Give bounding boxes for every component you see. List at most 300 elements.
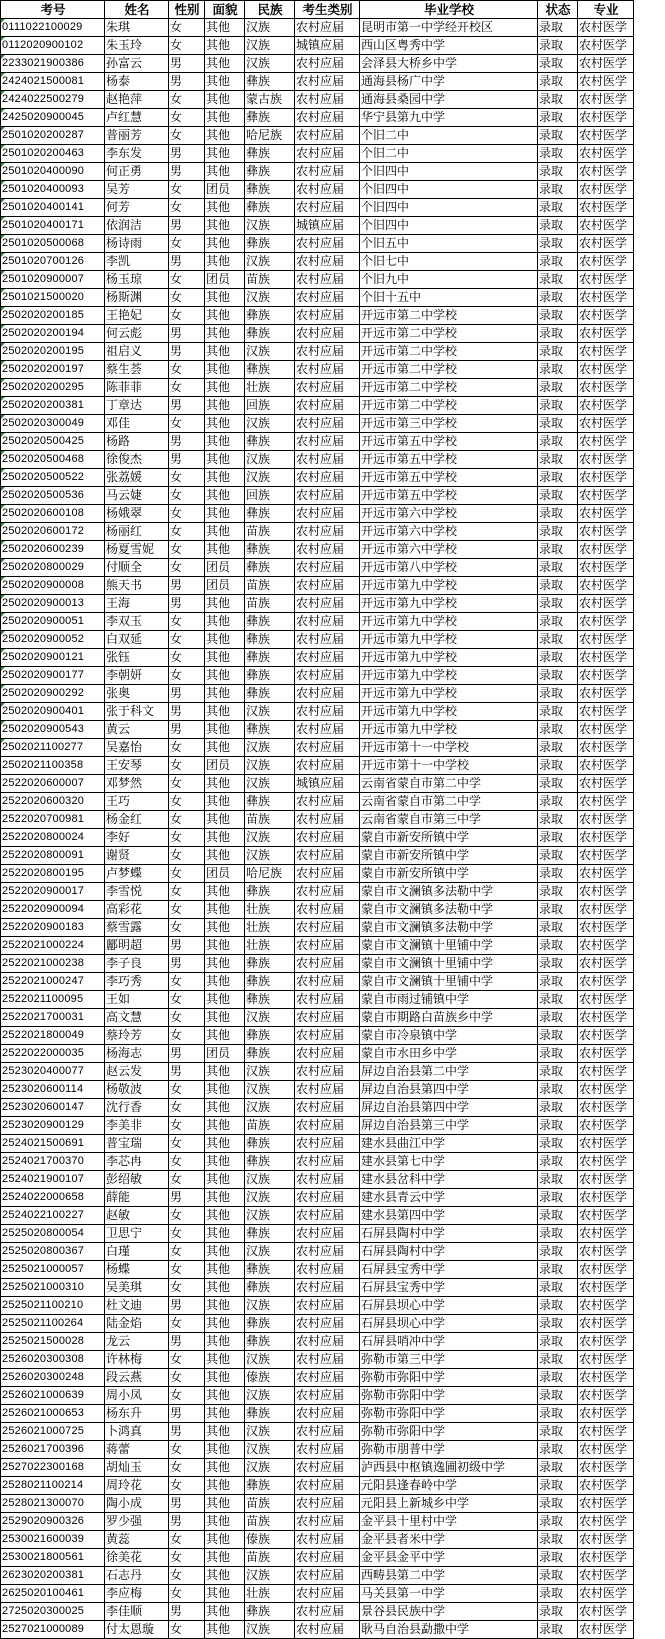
school-cell: 开远市第五中学校: [360, 487, 538, 505]
status-cell: 录取: [538, 145, 578, 163]
name-cell: 何正勇: [105, 163, 169, 181]
header-political-status: 面貌: [205, 1, 245, 19]
category-cell: 农村应届: [295, 901, 360, 919]
category-cell: 农村应届: [295, 1207, 360, 1225]
ethnicity-cell: 汉族: [245, 415, 295, 433]
school-cell: 元阳县上新城乡中学: [360, 1495, 538, 1513]
status-cell: 录取: [538, 199, 578, 217]
status-cell: 录取: [538, 1603, 578, 1621]
political-status-cell: 其他: [205, 1261, 245, 1279]
gender-cell: 女: [169, 505, 205, 523]
gender-cell: 男: [169, 451, 205, 469]
status-cell: 录取: [538, 721, 578, 739]
gender-cell: 女: [169, 1225, 205, 1243]
school-cell: 开远市第九中学校: [360, 703, 538, 721]
exam-number-cell: 2502020600108: [1, 505, 105, 523]
gender-cell: 女: [169, 37, 205, 55]
political-status-cell: 其他: [205, 811, 245, 829]
school-cell: 开远市第二中学校: [360, 343, 538, 361]
name-cell: 赵云发: [105, 1063, 169, 1081]
major-cell: 农村医学: [578, 1279, 634, 1297]
status-cell: 录取: [538, 1333, 578, 1351]
name-cell: 卫思宁: [105, 1225, 169, 1243]
gender-cell: 女: [169, 289, 205, 307]
status-cell: 录取: [538, 1387, 578, 1405]
exam-number-cell: 2501020200463: [1, 145, 105, 163]
status-cell: 录取: [538, 1477, 578, 1495]
table-row: [1, 73, 634, 91]
school-cell: 蒙自市文澜镇多法勒中学: [360, 919, 538, 937]
exam-number-cell: 2526021000725: [1, 1423, 105, 1441]
gender-cell: 女: [169, 829, 205, 847]
name-cell: 孙富云: [105, 55, 169, 73]
name-cell: 邓梦然: [105, 775, 169, 793]
exam-number-cell: 2527022300168: [1, 1459, 105, 1477]
exam-number-cell: 2526020300248: [1, 1369, 105, 1387]
major-cell: 农村医学: [578, 1405, 634, 1423]
name-cell: 蒋蕾: [105, 1441, 169, 1459]
exam-number-cell: 2523020900129: [1, 1117, 105, 1135]
status-cell: 录取: [538, 1045, 578, 1063]
status-cell: 录取: [538, 1531, 578, 1549]
status-cell: 录取: [538, 307, 578, 325]
school-cell: 开远市第十一中学校: [360, 757, 538, 775]
major-cell: 农村医学: [578, 901, 634, 919]
exam-number-cell: 2523020600147: [1, 1099, 105, 1117]
political-status-cell: 其他: [205, 1585, 245, 1603]
school-cell: 开远市第二中学校: [360, 361, 538, 379]
ethnicity-cell: 汉族: [245, 1441, 295, 1459]
table-row: [1, 1531, 634, 1549]
ethnicity-cell: 彝族: [245, 1261, 295, 1279]
name-cell: 王如: [105, 991, 169, 1009]
gender-cell: 女: [169, 235, 205, 253]
ethnicity-cell: 彝族: [245, 1045, 295, 1063]
ethnicity-cell: 汉族: [245, 253, 295, 271]
political-status-cell: 其他: [205, 91, 245, 109]
status-cell: 录取: [538, 883, 578, 901]
ethnicity-cell: 汉族: [245, 451, 295, 469]
major-cell: 农村医学: [578, 1351, 634, 1369]
status-cell: 录取: [538, 1189, 578, 1207]
major-cell: 农村医学: [578, 1117, 634, 1135]
name-cell: 张荔媛: [105, 469, 169, 487]
status-cell: 录取: [538, 505, 578, 523]
table-row: [1, 721, 634, 739]
status-cell: 录取: [538, 397, 578, 415]
category-cell: 农村应届: [295, 145, 360, 163]
gender-cell: 女: [169, 1531, 205, 1549]
major-cell: 农村医学: [578, 487, 634, 505]
category-cell: 农村应届: [295, 703, 360, 721]
exam-number-cell: 2502020900052: [1, 631, 105, 649]
name-cell: 祖启义: [105, 343, 169, 361]
major-cell: 农村医学: [578, 433, 634, 451]
category-cell: 农村应届: [295, 1315, 360, 1333]
gender-cell: 女: [169, 919, 205, 937]
political-status-cell: 其他: [205, 1063, 245, 1081]
major-cell: 农村医学: [578, 1477, 634, 1495]
table-row: [1, 775, 634, 793]
status-cell: 录取: [538, 1117, 578, 1135]
category-cell: 城镇应届: [295, 37, 360, 55]
gender-cell: 男: [169, 1063, 205, 1081]
name-cell: 杨金红: [105, 811, 169, 829]
exam-number-cell: 2522020900017: [1, 883, 105, 901]
status-cell: 录取: [538, 631, 578, 649]
category-cell: 农村应届: [295, 739, 360, 757]
school-cell: 建水县第七中学: [360, 1153, 538, 1171]
exam-number-cell: 2522020600320: [1, 793, 105, 811]
ethnicity-cell: 彝族: [245, 631, 295, 649]
gender-cell: 女: [169, 1459, 205, 1477]
exam-number-cell: 2501020700126: [1, 253, 105, 271]
major-cell: 农村医学: [578, 1297, 634, 1315]
school-cell: 开远市第九中学校: [360, 721, 538, 739]
gender-cell: 女: [169, 1099, 205, 1117]
table-row: [1, 1315, 634, 1333]
exam-number-cell: 2502020900543: [1, 721, 105, 739]
category-cell: 农村应届: [295, 109, 360, 127]
political-status-cell: 其他: [205, 73, 245, 91]
category-cell: 农村应届: [295, 1531, 360, 1549]
exam-number-cell: 2501020500068: [1, 235, 105, 253]
category-cell: 农村应届: [295, 991, 360, 1009]
gender-cell: 女: [169, 757, 205, 775]
category-cell: 农村应届: [295, 1063, 360, 1081]
ethnicity-cell: 苗族: [245, 811, 295, 829]
major-cell: 农村医学: [578, 811, 634, 829]
gender-cell: 女: [169, 1261, 205, 1279]
exam-number-cell: 2524021900107: [1, 1171, 105, 1189]
exam-number-cell: 2522020700981: [1, 811, 105, 829]
ethnicity-cell: 彝族: [245, 649, 295, 667]
category-cell: 农村应届: [295, 1369, 360, 1387]
major-cell: 农村医学: [578, 847, 634, 865]
school-cell: 蒙自市冷泉镇中学: [360, 1027, 538, 1045]
gender-cell: 男: [169, 703, 205, 721]
category-cell: 农村应届: [295, 667, 360, 685]
table-row: [1, 1207, 634, 1225]
table-row: [1, 811, 634, 829]
category-cell: 农村应届: [295, 361, 360, 379]
ethnicity-cell: 彝族: [245, 109, 295, 127]
major-cell: 农村医学: [578, 1135, 634, 1153]
category-cell: 农村应届: [295, 1243, 360, 1261]
ethnicity-cell: 汉族: [245, 1459, 295, 1477]
major-cell: 农村医学: [578, 1045, 634, 1063]
gender-cell: 女: [169, 613, 205, 631]
category-cell: 农村应届: [295, 937, 360, 955]
status-cell: 录取: [538, 1549, 578, 1567]
political-status-cell: 其他: [205, 1531, 245, 1549]
exam-number-cell: 2528021100214: [1, 1477, 105, 1495]
gender-cell: 女: [169, 361, 205, 379]
major-cell: 农村医学: [578, 1189, 634, 1207]
exam-number-cell: 2522020800195: [1, 865, 105, 883]
table-row: [1, 1243, 634, 1261]
school-cell: 开远市第二中学校: [360, 325, 538, 343]
school-cell: 金平县十里村中学: [360, 1513, 538, 1531]
ethnicity-cell: 汉族: [245, 1189, 295, 1207]
exam-number-cell: 2502020200381: [1, 397, 105, 415]
gender-cell: 女: [169, 865, 205, 883]
exam-number-cell: 2525021100210: [1, 1297, 105, 1315]
exam-number-cell: 2526021700396: [1, 1441, 105, 1459]
political-status-cell: 其他: [205, 955, 245, 973]
ethnicity-cell: 蒙古族: [245, 91, 295, 109]
ethnicity-cell: 汉族: [245, 55, 295, 73]
ethnicity-cell: 彝族: [245, 235, 295, 253]
school-cell: 泸西县中枢镇逸圃初级中学: [360, 1459, 538, 1477]
political-status-cell: 其他: [205, 1135, 245, 1153]
political-status-cell: 其他: [205, 19, 245, 37]
political-status-cell: 其他: [205, 937, 245, 955]
header-ethnicity: 民族: [245, 1, 295, 19]
status-cell: 录取: [538, 55, 578, 73]
exam-number-cell: 2522020600007: [1, 775, 105, 793]
political-status-cell: 其他: [205, 1207, 245, 1225]
name-cell: 何云彪: [105, 325, 169, 343]
status-cell: 录取: [538, 1441, 578, 1459]
political-status-cell: 其他: [205, 1333, 245, 1351]
major-cell: 农村医学: [578, 1099, 634, 1117]
header-name: 姓名: [105, 1, 169, 19]
school-cell: 元阳县逢春岭中学: [360, 1477, 538, 1495]
category-cell: 农村应届: [295, 865, 360, 883]
name-cell: 杨路: [105, 433, 169, 451]
political-status-cell: 其他: [205, 1027, 245, 1045]
major-cell: 农村医学: [578, 919, 634, 937]
political-status-cell: 其他: [205, 55, 245, 73]
category-cell: 农村应届: [295, 523, 360, 541]
name-cell: 卜鸿真: [105, 1423, 169, 1441]
name-cell: 罗少强: [105, 1513, 169, 1531]
table-row: [1, 181, 634, 199]
political-status-cell: 团员: [205, 757, 245, 775]
name-cell: 李雪悦: [105, 883, 169, 901]
gender-cell: 男: [169, 163, 205, 181]
exam-number-cell: 2528021300070: [1, 1495, 105, 1513]
ethnicity-cell: 壮族: [245, 1585, 295, 1603]
school-cell: 弥勒市朋普中学: [360, 1441, 538, 1459]
school-cell: 马关县第一中学: [360, 1585, 538, 1603]
school-cell: 蒙自市文澜镇多法勒中学: [360, 883, 538, 901]
ethnicity-cell: 彝族: [245, 793, 295, 811]
political-status-cell: 其他: [205, 379, 245, 397]
political-status-cell: 团员: [205, 577, 245, 595]
ethnicity-cell: 彝族: [245, 505, 295, 523]
table-row: [1, 847, 634, 865]
political-status-cell: 其他: [205, 397, 245, 415]
name-cell: 卢梦蝶: [105, 865, 169, 883]
category-cell: 农村应届: [295, 469, 360, 487]
school-cell: 开远市第五中学校: [360, 451, 538, 469]
gender-cell: 男: [169, 955, 205, 973]
status-cell: 录取: [538, 1315, 578, 1333]
ethnicity-cell: 傣族: [245, 1531, 295, 1549]
gender-cell: 女: [169, 973, 205, 991]
category-cell: 农村应届: [295, 1189, 360, 1207]
ethnicity-cell: 彝族: [245, 325, 295, 343]
name-cell: 彭绍敏: [105, 1171, 169, 1189]
status-cell: 录取: [538, 37, 578, 55]
status-cell: 录取: [538, 901, 578, 919]
name-cell: 李东发: [105, 145, 169, 163]
status-cell: 录取: [538, 289, 578, 307]
table-row: [1, 883, 634, 901]
table-row: [1, 829, 634, 847]
status-cell: 录取: [538, 163, 578, 181]
table-row: [1, 397, 634, 415]
political-status-cell: 团员: [205, 865, 245, 883]
ethnicity-cell: 彝族: [245, 1027, 295, 1045]
political-status-cell: 其他: [205, 523, 245, 541]
category-cell: 农村应届: [295, 793, 360, 811]
exam-number-cell: 2522020900183: [1, 919, 105, 937]
table-row: [1, 487, 634, 505]
political-status-cell: 其他: [205, 1369, 245, 1387]
status-cell: 录取: [538, 1261, 578, 1279]
name-cell: 李凯: [105, 253, 169, 271]
exam-number-cell: 2502021100277: [1, 739, 105, 757]
status-cell: 录取: [538, 235, 578, 253]
major-cell: 农村医学: [578, 55, 634, 73]
gender-cell: 女: [169, 1153, 205, 1171]
school-cell: 个旧四中: [360, 217, 538, 235]
school-cell: 云南省蒙自市第二中学: [360, 775, 538, 793]
gender-cell: 男: [169, 721, 205, 739]
status-cell: 录取: [538, 253, 578, 271]
name-cell: 段云燕: [105, 1369, 169, 1387]
major-cell: 农村医学: [578, 649, 634, 667]
major-cell: 农村医学: [578, 181, 634, 199]
name-cell: 王安琴: [105, 757, 169, 775]
ethnicity-cell: 汉族: [245, 37, 295, 55]
school-cell: 开远市第十一中学校: [360, 739, 538, 757]
name-cell: 付太恩璇: [105, 1621, 169, 1639]
status-cell: 录取: [538, 1621, 578, 1639]
status-cell: 录取: [538, 487, 578, 505]
name-cell: 依润洁: [105, 217, 169, 235]
political-status-cell: 其他: [205, 901, 245, 919]
category-cell: 农村应届: [295, 1549, 360, 1567]
gender-cell: 女: [169, 1081, 205, 1099]
status-cell: 录取: [538, 685, 578, 703]
ethnicity-cell: 汉族: [245, 19, 295, 37]
status-cell: 录取: [538, 793, 578, 811]
category-cell: 农村应届: [295, 307, 360, 325]
name-cell: 杨蝶: [105, 1261, 169, 1279]
gender-cell: 女: [169, 541, 205, 559]
ethnicity-cell: 汉族: [245, 1567, 295, 1585]
ethnicity-cell: 彝族: [245, 433, 295, 451]
name-cell: 杨玉琼: [105, 271, 169, 289]
political-status-cell: 其他: [205, 1153, 245, 1171]
school-cell: 蒙自市文澜镇十里铺中学: [360, 973, 538, 991]
ethnicity-cell: 汉族: [245, 703, 295, 721]
political-status-cell: 其他: [205, 595, 245, 613]
gender-cell: 男: [169, 685, 205, 703]
name-cell: 白双延: [105, 631, 169, 649]
political-status-cell: 其他: [205, 109, 245, 127]
name-cell: 杨斯渊: [105, 289, 169, 307]
school-cell: 开远市第九中学校: [360, 667, 538, 685]
name-cell: 陶小成: [105, 1495, 169, 1513]
table-row: [1, 1171, 634, 1189]
name-cell: 李应梅: [105, 1585, 169, 1603]
major-cell: 农村医学: [578, 37, 634, 55]
major-cell: 农村医学: [578, 145, 634, 163]
category-cell: 农村应届: [295, 253, 360, 271]
ethnicity-cell: 苗族: [245, 1513, 295, 1531]
school-cell: 开远市第九中学校: [360, 613, 538, 631]
gender-cell: 女: [169, 991, 205, 1009]
gender-cell: 男: [169, 1297, 205, 1315]
gender-cell: 女: [169, 1369, 205, 1387]
name-cell: 胡灿玉: [105, 1459, 169, 1477]
table-row: [1, 163, 634, 181]
exam-number-cell: 2502020500536: [1, 487, 105, 505]
political-status-cell: 其他: [205, 721, 245, 739]
gender-cell: 男: [169, 1045, 205, 1063]
table-row: [1, 1387, 634, 1405]
table-row: [1, 127, 634, 145]
name-cell: 张钰: [105, 649, 169, 667]
gender-cell: 女: [169, 379, 205, 397]
exam-number-cell: 2502020900013: [1, 595, 105, 613]
status-cell: 录取: [538, 541, 578, 559]
status-cell: 录取: [538, 1279, 578, 1297]
table-row: [1, 559, 634, 577]
major-cell: 农村医学: [578, 631, 634, 649]
gender-cell: 女: [169, 469, 205, 487]
table-row: [1, 55, 634, 73]
table-row: [1, 19, 634, 37]
ethnicity-cell: 汉族: [245, 1621, 295, 1639]
political-status-cell: 其他: [205, 361, 245, 379]
school-cell: 弥勒市弥阳中学: [360, 1405, 538, 1423]
major-cell: 农村医学: [578, 613, 634, 631]
name-cell: 张于科文: [105, 703, 169, 721]
exam-number-cell: 2525020800054: [1, 1225, 105, 1243]
table-row: [1, 865, 634, 883]
exam-number-cell: 2502020900051: [1, 613, 105, 631]
category-cell: 农村应届: [295, 1297, 360, 1315]
header-graduation-school: 毕业学校: [360, 1, 538, 19]
status-cell: 录取: [538, 991, 578, 1009]
school-cell: 开远市第二中学校: [360, 379, 538, 397]
table-row: [1, 955, 634, 973]
major-cell: 农村医学: [578, 361, 634, 379]
category-cell: 农村应届: [295, 55, 360, 73]
gender-cell: 男: [169, 1189, 205, 1207]
name-cell: 吴美琪: [105, 1279, 169, 1297]
exam-number-cell: 0112020900102: [1, 37, 105, 55]
name-cell: 赵艳萍: [105, 91, 169, 109]
status-cell: 录取: [538, 325, 578, 343]
gender-cell: 女: [169, 1387, 205, 1405]
political-status-cell: 其他: [205, 343, 245, 361]
political-status-cell: 其他: [205, 1387, 245, 1405]
gender-cell: 男: [169, 577, 205, 595]
gender-cell: 女: [169, 19, 205, 37]
political-status-cell: 其他: [205, 1171, 245, 1189]
status-cell: 录取: [538, 217, 578, 235]
table-row: [1, 577, 634, 595]
school-cell: 个旧七中: [360, 253, 538, 271]
status-cell: 录取: [538, 1027, 578, 1045]
